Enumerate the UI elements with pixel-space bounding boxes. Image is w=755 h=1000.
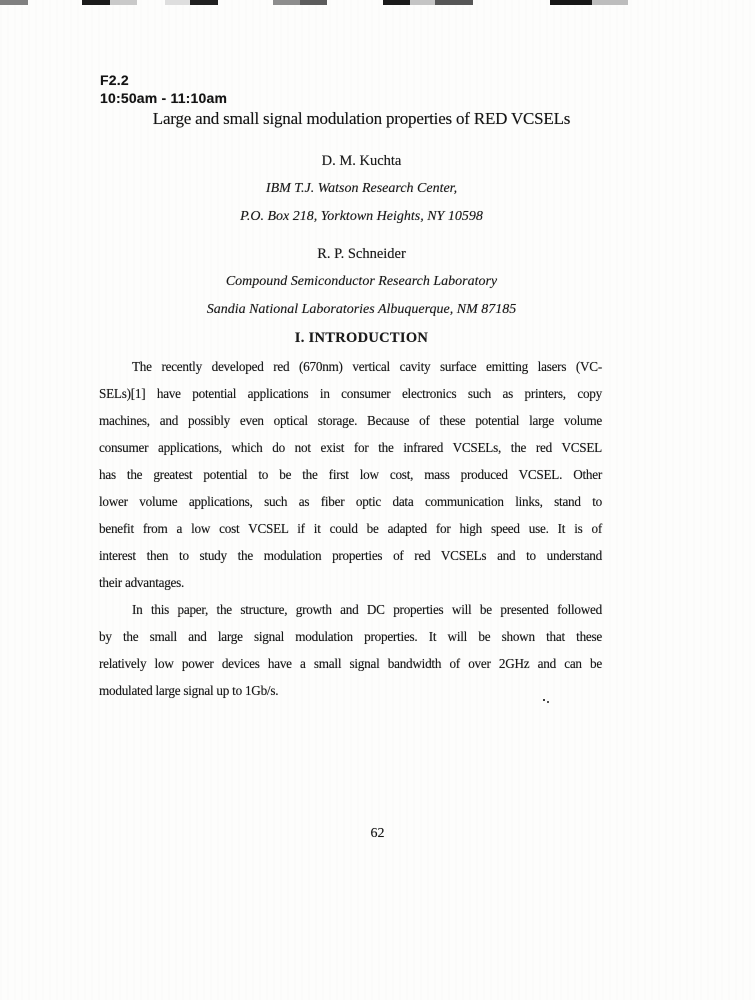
body-line: In this paper, the structure, growth and DC properties will be presented followed [132,602,602,617]
scan-artifact [273,0,300,5]
scan-artifact [0,0,28,5]
body-line: their advantages. [99,575,185,590]
session-time: 10:50am - 11:10am [100,90,228,106]
scan-artifact [300,0,327,5]
section-heading: I. INTRODUCTION [294,330,429,346]
scan-artifact [110,0,137,5]
scan-artifact [82,0,110,5]
body-line: interest then to study the modulation properties of red VCSELs and to understand [99,548,602,563]
paper-title: Large and small signal modulation properties of RED VCSELs [152,109,571,128]
scan-artifact [383,0,410,5]
scan-artifact [550,0,592,5]
scan-artifact [165,0,190,5]
body-line: benefit from a low cost VCSEL if it could be adapted for high speed use. It is of [99,521,602,536]
body-line: lower volume applications, such as fiber optic data communication links, stand to [99,494,602,509]
author-name: D. M. Kuchta [321,153,402,169]
author-affiliation: Sandia National Laboratories Albuquerque, NM 87185 [206,302,517,317]
body-text [99,353,602,704]
page-number: 62 [370,826,385,841]
body-line: machines, and possibly even optical storage. Because of these potential large volume [99,413,602,428]
body-line: The recently developed red (670nm) vertical cavity surface emitting lasers (VC- [132,359,602,374]
author-name: R. P. Schneider [317,246,406,262]
session-code: F2.2 [100,72,129,88]
ink-speck [543,699,545,701]
scan-artifact [592,0,628,5]
scan-artifact [410,0,435,5]
session-header [100,71,227,107]
body-line: has the greatest potential to be the first low cost, mass produced VCSEL. Other [99,467,602,482]
author-affiliation: Compound Semiconductor Research Laboratory [225,274,498,289]
scan-artifact [435,0,473,5]
author-affiliation: IBM T.J. Watson Research Center, [265,181,458,196]
body-line: by the small and large signal modulation properties. It will be shown that these [99,629,602,644]
body-line: SELs)[1] have potential applications in consumer electronics such as printers, copy [99,386,602,401]
author-affiliation: P.O. Box 218, Yorktown Heights, NY 10598 [240,209,483,224]
body-line: consumer applications, which do not exist for the infrared VCSELs, the red VCSEL [99,440,602,455]
body-line: modulated large signal up to 1Gb/s. [99,683,279,698]
scan-artifact [190,0,218,5]
body-line: relatively low power devices have a small signal bandwidth of over 2GHz and can be [99,656,602,671]
